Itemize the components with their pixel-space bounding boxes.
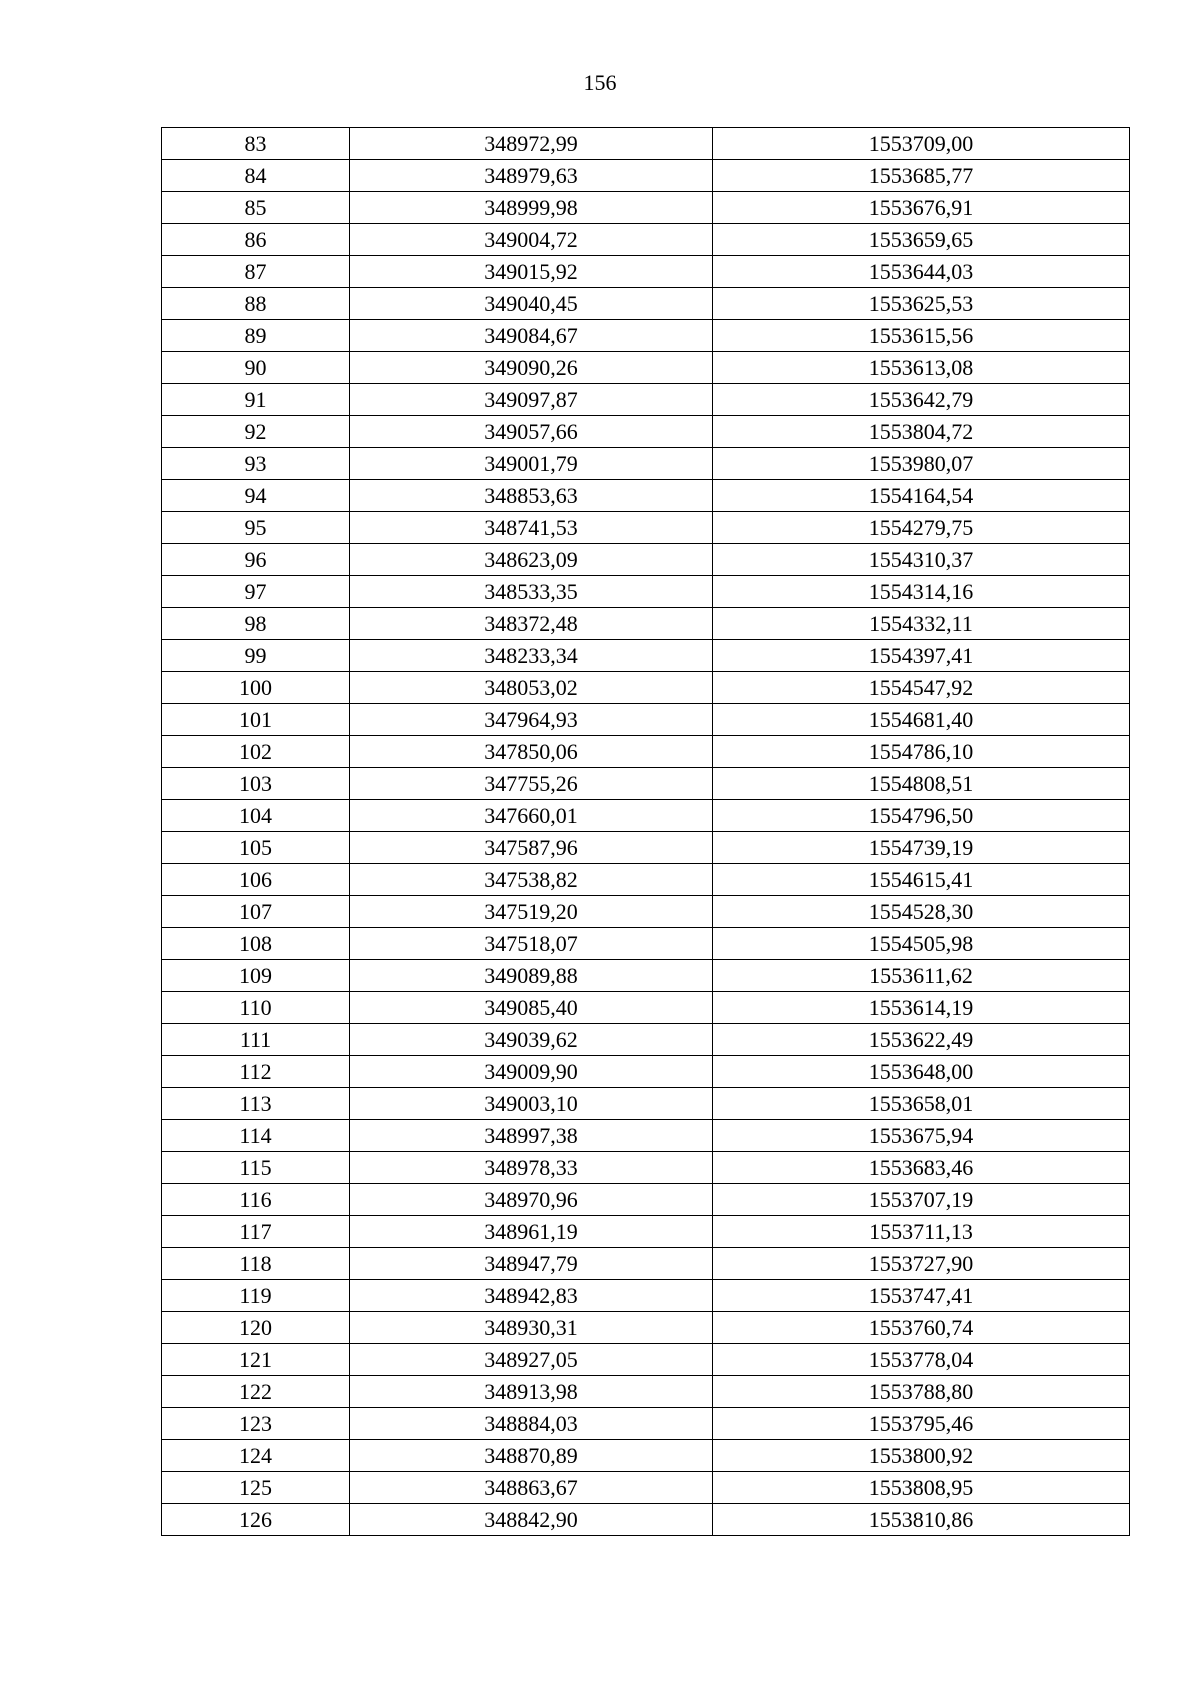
x-coordinate-cell: 349040,45 (350, 288, 713, 320)
y-coordinate-cell: 1554796,50 (713, 800, 1130, 832)
y-coordinate-cell: 1554615,41 (713, 864, 1130, 896)
y-coordinate-cell: 1554528,30 (713, 896, 1130, 928)
table-row (162, 896, 1130, 928)
x-coordinate-cell: 347850,06 (350, 736, 713, 768)
y-coordinate-cell: 1554310,37 (713, 544, 1130, 576)
table-row (162, 768, 1130, 800)
table-row (162, 1056, 1130, 1088)
point-number-cell: 116 (162, 1184, 350, 1216)
x-coordinate-cell: 348533,35 (350, 576, 713, 608)
y-coordinate-cell: 1553615,56 (713, 320, 1130, 352)
table-row (162, 640, 1130, 672)
x-coordinate-cell: 348863,67 (350, 1472, 713, 1504)
point-number-cell: 125 (162, 1472, 350, 1504)
table-row (162, 512, 1130, 544)
y-coordinate-cell: 1553727,90 (713, 1248, 1130, 1280)
table-row (162, 1248, 1130, 1280)
y-coordinate-cell: 1553659,65 (713, 224, 1130, 256)
table-row (162, 352, 1130, 384)
y-coordinate-cell: 1553707,19 (713, 1184, 1130, 1216)
x-coordinate-cell: 348741,53 (350, 512, 713, 544)
table-row (162, 224, 1130, 256)
point-number-cell: 87 (162, 256, 350, 288)
table-row (162, 1376, 1130, 1408)
y-coordinate-cell: 1553683,46 (713, 1152, 1130, 1184)
point-number-cell: 89 (162, 320, 350, 352)
table-row (162, 832, 1130, 864)
point-number-cell: 115 (162, 1152, 350, 1184)
y-coordinate-cell: 1553675,94 (713, 1120, 1130, 1152)
x-coordinate-cell: 348979,63 (350, 160, 713, 192)
x-coordinate-cell: 348927,05 (350, 1344, 713, 1376)
x-coordinate-cell: 349090,26 (350, 352, 713, 384)
y-coordinate-cell: 1553611,62 (713, 960, 1130, 992)
x-coordinate-cell: 348913,98 (350, 1376, 713, 1408)
x-coordinate-cell: 348623,09 (350, 544, 713, 576)
y-coordinate-cell: 1553804,72 (713, 416, 1130, 448)
y-coordinate-cell: 1553810,86 (713, 1504, 1130, 1536)
table-row (162, 1504, 1130, 1536)
y-coordinate-cell: 1554547,92 (713, 672, 1130, 704)
table-row (162, 320, 1130, 352)
table-row (162, 1216, 1130, 1248)
y-coordinate-cell: 1553808,95 (713, 1472, 1130, 1504)
y-coordinate-cell: 1553644,03 (713, 256, 1130, 288)
point-number-cell: 108 (162, 928, 350, 960)
x-coordinate-cell: 349001,79 (350, 448, 713, 480)
point-number-cell: 124 (162, 1440, 350, 1472)
point-number-cell: 88 (162, 288, 350, 320)
x-coordinate-cell: 348970,96 (350, 1184, 713, 1216)
point-number-cell: 97 (162, 576, 350, 608)
x-coordinate-cell: 349015,92 (350, 256, 713, 288)
x-coordinate-cell: 347538,82 (350, 864, 713, 896)
point-number-cell: 90 (162, 352, 350, 384)
table-row (162, 608, 1130, 640)
point-number-cell: 117 (162, 1216, 350, 1248)
table-row (162, 1280, 1130, 1312)
table-row (162, 1024, 1130, 1056)
table-row (162, 576, 1130, 608)
x-coordinate-cell: 349089,88 (350, 960, 713, 992)
x-coordinate-cell: 349039,62 (350, 1024, 713, 1056)
point-number-cell: 106 (162, 864, 350, 896)
y-coordinate-cell: 1553795,46 (713, 1408, 1130, 1440)
x-coordinate-cell: 348853,63 (350, 480, 713, 512)
y-coordinate-cell: 1553788,80 (713, 1376, 1130, 1408)
x-coordinate-cell: 347587,96 (350, 832, 713, 864)
y-coordinate-cell: 1553800,92 (713, 1440, 1130, 1472)
point-number-cell: 107 (162, 896, 350, 928)
table-row (162, 736, 1130, 768)
x-coordinate-cell: 348372,48 (350, 608, 713, 640)
x-coordinate-cell: 349084,67 (350, 320, 713, 352)
x-coordinate-cell: 348870,89 (350, 1440, 713, 1472)
x-coordinate-cell: 349003,10 (350, 1088, 713, 1120)
x-coordinate-cell: 349097,87 (350, 384, 713, 416)
x-coordinate-cell: 348842,90 (350, 1504, 713, 1536)
point-number-cell: 86 (162, 224, 350, 256)
point-number-cell: 96 (162, 544, 350, 576)
x-coordinate-cell: 347518,07 (350, 928, 713, 960)
x-coordinate-cell: 348233,34 (350, 640, 713, 672)
y-coordinate-cell: 1553709,00 (713, 128, 1130, 160)
table-row (162, 192, 1130, 224)
y-coordinate-cell: 1553711,13 (713, 1216, 1130, 1248)
x-coordinate-cell: 347964,93 (350, 704, 713, 736)
y-coordinate-cell: 1554314,16 (713, 576, 1130, 608)
x-coordinate-cell: 349057,66 (350, 416, 713, 448)
point-number-cell: 95 (162, 512, 350, 544)
table-row (162, 992, 1130, 1024)
x-coordinate-cell: 348961,19 (350, 1216, 713, 1248)
y-coordinate-cell: 1554505,98 (713, 928, 1130, 960)
point-number-cell: 92 (162, 416, 350, 448)
point-number-cell: 104 (162, 800, 350, 832)
point-number-cell: 94 (162, 480, 350, 512)
y-coordinate-cell: 1554681,40 (713, 704, 1130, 736)
y-coordinate-cell: 1554332,11 (713, 608, 1130, 640)
point-number-cell: 114 (162, 1120, 350, 1152)
y-coordinate-cell: 1553613,08 (713, 352, 1130, 384)
y-coordinate-cell: 1554164,54 (713, 480, 1130, 512)
point-number-cell: 98 (162, 608, 350, 640)
y-coordinate-cell: 1554279,75 (713, 512, 1130, 544)
point-number-cell: 91 (162, 384, 350, 416)
point-number-cell: 119 (162, 1280, 350, 1312)
x-coordinate-cell: 348978,33 (350, 1152, 713, 1184)
x-coordinate-cell: 349085,40 (350, 992, 713, 1024)
x-coordinate-cell: 348972,99 (350, 128, 713, 160)
y-coordinate-cell: 1554808,51 (713, 768, 1130, 800)
table-row (162, 1312, 1130, 1344)
y-coordinate-cell: 1553778,04 (713, 1344, 1130, 1376)
point-number-cell: 109 (162, 960, 350, 992)
y-coordinate-cell: 1553747,41 (713, 1280, 1130, 1312)
x-coordinate-cell: 349009,90 (350, 1056, 713, 1088)
table-row (162, 288, 1130, 320)
table-row (162, 416, 1130, 448)
x-coordinate-cell: 348930,31 (350, 1312, 713, 1344)
table-row (162, 928, 1130, 960)
table-row (162, 800, 1130, 832)
point-number-cell: 121 (162, 1344, 350, 1376)
y-coordinate-cell: 1553625,53 (713, 288, 1130, 320)
y-coordinate-cell: 1554786,10 (713, 736, 1130, 768)
table-row (162, 672, 1130, 704)
table-row (162, 1152, 1130, 1184)
point-number-cell: 120 (162, 1312, 350, 1344)
coordinates-table (161, 127, 1130, 1536)
table-row (162, 864, 1130, 896)
table-row (162, 256, 1130, 288)
coordinates-table-body (162, 128, 1130, 1536)
table-row (162, 1472, 1130, 1504)
page-number: 156 (583, 70, 617, 95)
point-number-cell: 126 (162, 1504, 350, 1536)
table-row (162, 384, 1130, 416)
x-coordinate-cell: 349004,72 (350, 224, 713, 256)
y-coordinate-cell: 1553980,07 (713, 448, 1130, 480)
y-coordinate-cell: 1553614,19 (713, 992, 1130, 1024)
y-coordinate-cell: 1553658,01 (713, 1088, 1130, 1120)
point-number-cell: 100 (162, 672, 350, 704)
x-coordinate-cell: 348999,98 (350, 192, 713, 224)
table-row (162, 704, 1130, 736)
table-row (162, 1184, 1130, 1216)
point-number-cell: 123 (162, 1408, 350, 1440)
x-coordinate-cell: 348053,02 (350, 672, 713, 704)
table-row (162, 160, 1130, 192)
table-row (162, 128, 1130, 160)
x-coordinate-cell: 348942,83 (350, 1280, 713, 1312)
point-number-cell: 105 (162, 832, 350, 864)
point-number-cell: 111 (162, 1024, 350, 1056)
y-coordinate-cell: 1553642,79 (713, 384, 1130, 416)
y-coordinate-cell: 1554739,19 (713, 832, 1130, 864)
point-number-cell: 122 (162, 1376, 350, 1408)
y-coordinate-cell: 1554397,41 (713, 640, 1130, 672)
point-number-cell: 118 (162, 1248, 350, 1280)
x-coordinate-cell: 348884,03 (350, 1408, 713, 1440)
table-row (162, 960, 1130, 992)
x-coordinate-cell: 347519,20 (350, 896, 713, 928)
x-coordinate-cell: 348947,79 (350, 1248, 713, 1280)
y-coordinate-cell: 1553676,91 (713, 192, 1130, 224)
table-row (162, 544, 1130, 576)
y-coordinate-cell: 1553685,77 (713, 160, 1130, 192)
x-coordinate-cell: 348997,38 (350, 1120, 713, 1152)
x-coordinate-cell: 347660,01 (350, 800, 713, 832)
point-number-cell: 84 (162, 160, 350, 192)
point-number-cell: 110 (162, 992, 350, 1024)
point-number-cell: 99 (162, 640, 350, 672)
table-row (162, 480, 1130, 512)
point-number-cell: 103 (162, 768, 350, 800)
point-number-cell: 102 (162, 736, 350, 768)
table-row (162, 1120, 1130, 1152)
table-row (162, 1408, 1130, 1440)
point-number-cell: 93 (162, 448, 350, 480)
table-row (162, 448, 1130, 480)
table-row (162, 1088, 1130, 1120)
point-number-cell: 101 (162, 704, 350, 736)
y-coordinate-cell: 1553760,74 (713, 1312, 1130, 1344)
table-row (162, 1344, 1130, 1376)
y-coordinate-cell: 1553622,49 (713, 1024, 1130, 1056)
point-number-cell: 113 (162, 1088, 350, 1120)
x-coordinate-cell: 347755,26 (350, 768, 713, 800)
point-number-cell: 83 (162, 128, 350, 160)
y-coordinate-cell: 1553648,00 (713, 1056, 1130, 1088)
point-number-cell: 112 (162, 1056, 350, 1088)
point-number-cell: 85 (162, 192, 350, 224)
table-row (162, 1440, 1130, 1472)
